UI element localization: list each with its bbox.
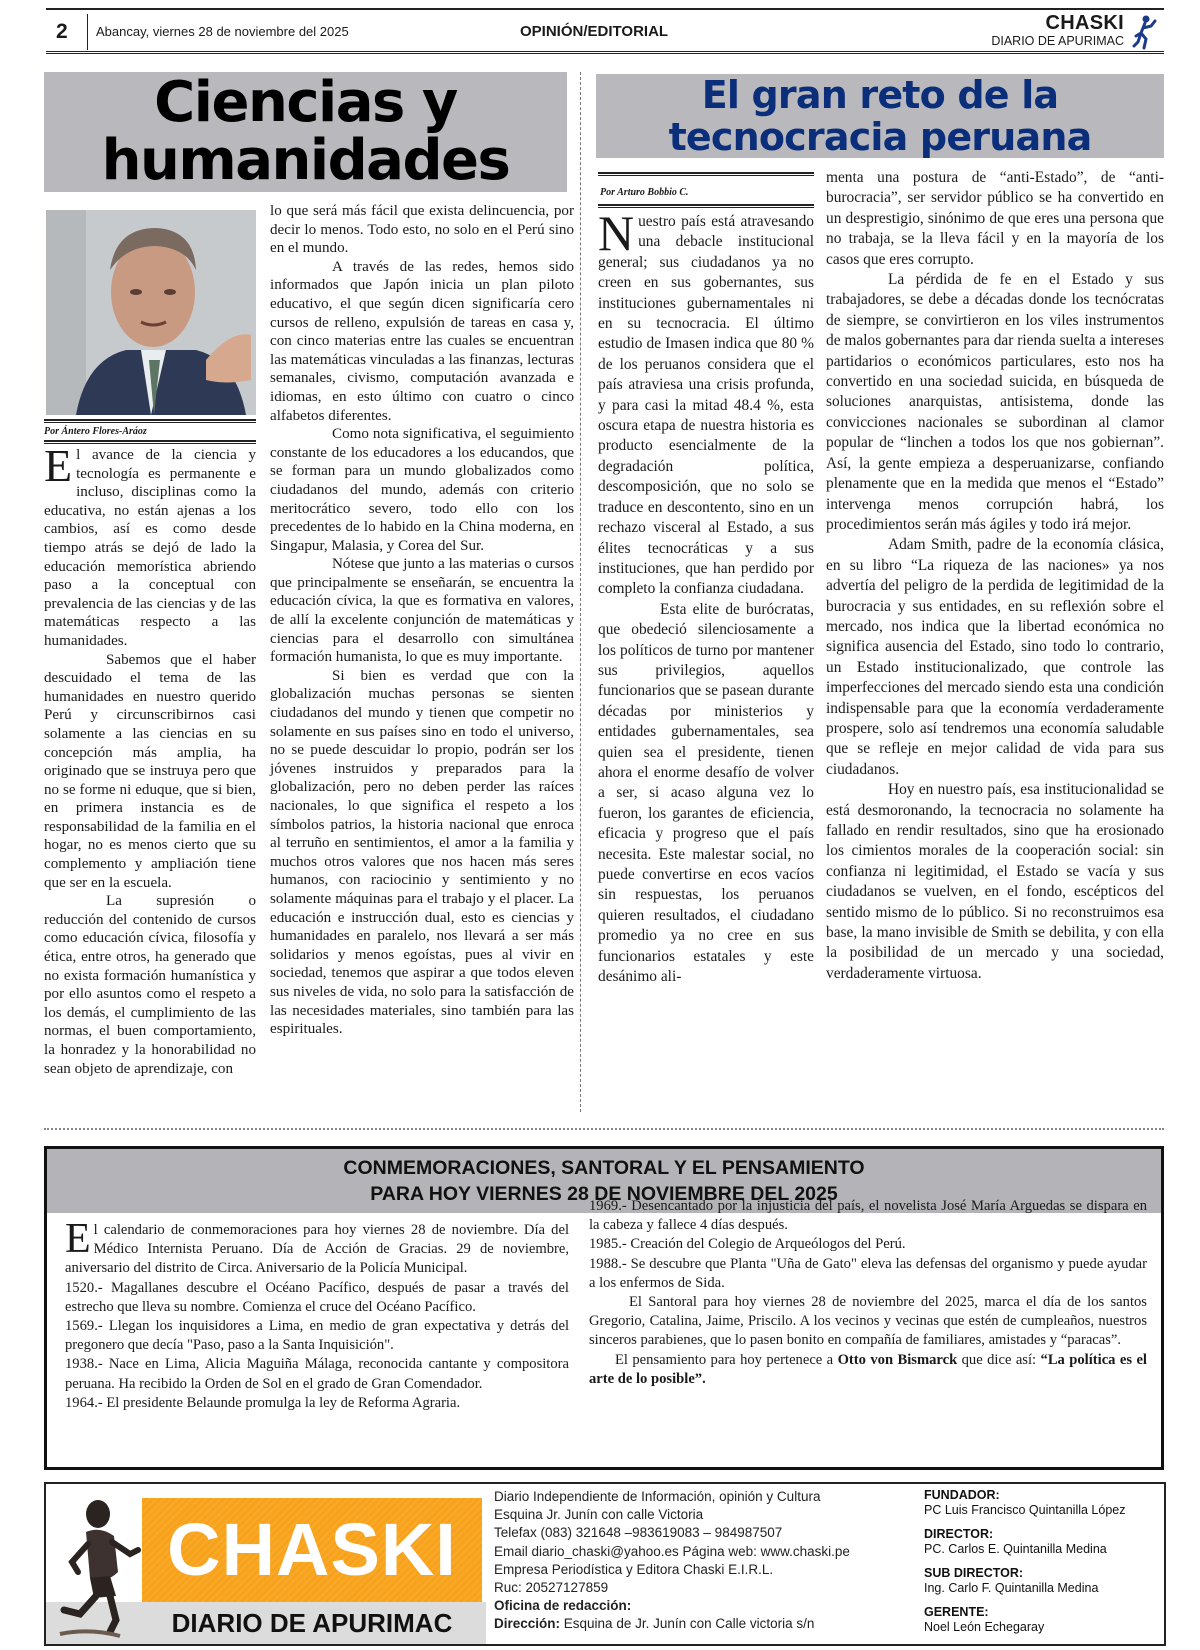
paragraph: menta una postura de “anti-Estado”, de “anti-burocracia”, ser servidor público se ha convertido en un desprestigio, sinónimo de que eres una persona que no trabaja, se la lleva fácil y en la mayoría de los casos que eres corrupto.	[826, 169, 1164, 268]
pensamiento-quote: “La política es el arte de lo posible”.	[589, 1351, 1147, 1387]
paragraph: Sabemos que el haber descuidado el tema de las humanidades en nuestro querido Perú y circunscribirnos casi solamente a las ciencias en su concepción más amplia, ha originado que se instruya pero que no se forme ni eduque, que si bien, en primera instancia es de responsabilidad de la familia en el hogar, no es menos cierto que su complemento y ampliación tiene que ser en la escuela.	[44, 651, 256, 891]
section-divider	[44, 1128, 1164, 1130]
staff-role: FUNDADOR:	[924, 1488, 1000, 1502]
tagline: Diario Independiente de Información, opinión y Cultura	[494, 1489, 821, 1504]
date-line: Abancay, viernes 28 de noviembre del 2025	[96, 24, 349, 39]
page-number: 2	[56, 20, 68, 43]
column-divider	[580, 72, 581, 1112]
paragraph-text: l avance de la ciencia y tecnología es permanente e incluso, disciplinas como la educativa, no están ajenas a los cambios, así es como desde tiempo atrás se dejó de lado la educación memorística abriendo paso a la conceptual con prevalencia de las ciencias y de las matemáticas respecto a las humanidades.	[44, 447, 256, 649]
publisher-footer	[44, 1482, 1166, 1646]
event-1964: 1964.- El presidente Belaunde promulga la ley de Reforma Agraria.	[65, 1394, 461, 1411]
event-1569: 1569.- Llegan los inquisidores a Lima, en medio de gran expectativa y detrás del pregonero que decía "Paso, paso a la Santa Inquisición".	[65, 1318, 569, 1354]
staff-role: GERENTE:	[924, 1605, 989, 1619]
byline-rule-top	[44, 419, 256, 423]
logo-subtitle: DIARIO DE APURIMAC	[171, 1608, 453, 1638]
company: Empresa Periodística y Editora Chaski E.I.R.L.	[494, 1561, 774, 1577]
title-line-1: El gran reto de la	[701, 73, 1059, 117]
brand-subtitle: DIARIO DE APURIMAC	[991, 34, 1124, 48]
dropcap: E	[65, 1216, 91, 1262]
runner-icon	[50, 1492, 144, 1640]
paragraph-text: uestro país está atravesando una debacle institucional general; sus ciudadanos ya no creen en sus gobernantes, sus instituciones gubernamentales ni en su tecnocracia. El último estudio de Imasen indica que 80 % de los peruanos considera que el país atraviesa una crisis profunda, y para casi la mitad 48.4 %, esta oscura etapa de nuestra historia es producto esencialmente de la degradación política, descomposición, que no solo se traduce en descontento, sino en un rechazo visceral al Estado, a sus élites tecnocráticas y a sus instituciones, que han perdido por completo la confianza ciudadana.	[598, 213, 814, 598]
article-left-col-1	[44, 440, 256, 1078]
staff-director	[924, 1527, 1164, 1556]
pensamiento-pre: El pensamiento para hoy pertenece a	[615, 1351, 838, 1368]
brand-name: CHASKI	[1045, 12, 1124, 34]
paragraph: Nótese que junto a las materias o cursos que principalmente se enseñarán, se encuentra la educación cívica, la que es formativa en valores, de allí la excelente conjunción de matemáticas y ciencias para el desarrollo con simultánea formación humanista, lo que es muy importante.	[270, 556, 574, 666]
conmemoraciones-left-col	[65, 1216, 569, 1413]
publisher-info	[494, 1488, 914, 1634]
article-left-title-box	[44, 72, 567, 192]
paragraph: Hoy en nuestro país, esa institucionalidad se está desmoronando, la tecnocracia no solamente ha fallado en rendir resultados, sino que ha erosionado los cimientos morales de la cooperación social: sin confianza ni legitimidad, el Estado se vacía y sus ciudadanos se vuelven, en el fondo, escépticos del sentido mismo de lo público. Si no reconstruimos esa base, la mano invisible de Smith se debilita, y con ella la posibilidad de un mercado y una sociedad, verdaderamente virtuosa.	[826, 781, 1164, 982]
direction	[494, 1615, 914, 1633]
pensamiento-author: Otto von Bismarck	[837, 1351, 958, 1368]
calendar-intro	[65, 1216, 569, 1279]
conmemoraciones-box	[44, 1146, 1164, 1470]
article-right-title	[669, 74, 1092, 158]
byline-rule-bottom	[44, 440, 256, 444]
paragraph: Adam Smith, padre de la economía clásica, en su libro “La riqueza de las naciones» ya nos advertía del peligro de la perdida de legitimidad de la burocracia y sus entidades, en su reflexión sobre el mercado, nos indica que la libertad económica no significa ausencia del Estado, sino todo lo contrario, un Estado institucionalizado, que controle las imperfecciones del mercado siendo esta una condición indispensable para que la economía verdaderamente prospere, solo así tendremos una economía saludable que se refleje en mejor calidad de vida para sus ciudadanos.	[826, 536, 1164, 778]
staff-name: Ing. Carlo F. Quintanilla Medina	[924, 1580, 1099, 1595]
staff-name: PC. Carlos E. Quintanilla Medina	[924, 1541, 1107, 1556]
ruc: Ruc: 20527127859	[494, 1580, 609, 1596]
conmemoraciones-right-col	[589, 1197, 1147, 1389]
portrait-illustration	[46, 210, 256, 415]
title-line-2: humanidades	[101, 128, 510, 193]
byline-rule-top	[598, 172, 814, 176]
event-1988: 1988.- Se descubre que Planta "Uña de Gato" eleva las defensas del organismo y puede ayudar a los enfermos de Sida.	[589, 1255, 1147, 1291]
heading-line-1: CONMEMORACIONES, SANTORAL Y EL PENSAMIENTO	[343, 1157, 865, 1179]
intro-text: l calendario de conmemoraciones para hoy viernes 28 de noviembre. Día del Médico Internista Peruano. Día de Acción de Gracias. 29 de noviembre, aniversario del distrito de Circa. Aniversario de la Policía Municipal.	[65, 1222, 569, 1277]
santoral: El Santoral para hoy viernes 28 de noviembre del 2025, marca el día de los santos Gregorio, Catalina, Jaime, Priscilo. A los vecinos y vecinas que estén de cumpleaños, nuestros sinceros parabienes, que lo pasen bonito en compañía de familiares, amistades y “paracas”.	[589, 1294, 1147, 1349]
event-1985: 1985.- Creación del Colegio de Arqueólogos del Perú.	[589, 1236, 906, 1253]
staff-role: SUB DIRECTOR:	[924, 1566, 1024, 1580]
byline-left: Por Ántero Flores-Aráoz	[44, 426, 147, 437]
pensamiento-mid: que dice así:	[957, 1351, 1041, 1368]
logo-wordmark: CHASKI	[142, 1498, 482, 1602]
dropcap: N	[598, 205, 635, 261]
paragraph: Si bien es verdad que con la globalización muchas personas se sienten ciudadanos del mundo y tienen que competir no solamente en sus países sino en todo el universo, no se puede descuidar lo propio, podrán ser los jóvenes instruidos y preparados para la globalización, pero no deben perder las raíces nacionales, lo que significa el respeto a los símbolos patrios, la historia nacional que enroca al terruño en sentimientos, el amor a la familia y muchos otros valores que nos hacen más seres humanos, con raciocinio y sentimiento y no solamente máquinas para el trabajo y el placer. La educación e instrucción dual, esto es ciencias y humanidades en paralelo, nos llevará a ser más solidarios y menos egoístas, pues al vivir en sociedad, tenemos que aspirar a que todos eleven sus niveles de vida, no solo para la satisfacción de las necesidades materiales, sino también para las espirituales.	[270, 667, 574, 1038]
header-divider	[87, 14, 88, 50]
runner-icon	[1132, 14, 1158, 52]
pensamiento	[589, 1351, 1147, 1389]
article-left-col-2	[270, 202, 574, 1039]
chaski-logo	[46, 1484, 486, 1644]
event-1520: 1520.- Magallanes descubre el Océano Pacífico, después de pasar a través del estrecho que lleva su nombre. Comienza el cruce del Océano Pacífico.	[65, 1279, 569, 1315]
section-label: OPINIÓN/EDITORIAL	[520, 23, 669, 40]
paragraph: A través de las redes, hemos sido informados que Japón inicia un plan piloto educativo, el que según dicen significaría cero cursos de relleno, expulsión de tareas en casa y, con cinco materias entre las cuales se encuentran las matemáticas vinculadas a las finanzas, lecturas semanales, civismo, computación avanzada e idiomas, en esto último con cuatro o cinco alfabetos diferentes.	[270, 258, 574, 424]
staff-fundador	[924, 1488, 1164, 1517]
phone: Telefax (083) 321648 –983619083 – 984987507	[494, 1525, 783, 1541]
email-web: Email diario_chaski@yahoo.es Página web: www.chaski.pe	[494, 1543, 850, 1559]
page-header	[46, 8, 1164, 54]
event-1969: 1969.- Desencantado por la injusticia del país, el novelista José María Arguedas se dispara en la cabeza y fallece 4 días después.	[589, 1198, 1147, 1234]
paragraph	[44, 440, 256, 651]
article-right-col-1	[598, 205, 814, 987]
staff-name: Noel León Echegaray	[924, 1619, 1045, 1634]
event-1938: 1938.- Nace en Lima, Alicia Maguiña Málaga, reconocida cantante y compositora peruana. Ha recibido la Orden de Sol en el grado de Gran Comendador.	[65, 1356, 569, 1392]
byline-right: Por Arturo Bobbio C.	[600, 187, 689, 198]
staff-gerente	[924, 1605, 1164, 1634]
article-left-title	[101, 70, 510, 193]
paragraph: La pérdida de fe en el Estado y sus trabajadores, se debe a décadas donde los tecnócratas de siempre, se convirtieron en los viles instrumentos de malos gobernantes para dar rienda suelta a intereses partidarios o económicos particulares, esto nos ha convertido en una sociedad suicida, en búsqueda de soluciones anarquistas, antisistema, donde las convicciones nacionales se subordinan al clamor popular de “linchen a todos los que nos gobiernan”. Así, la gente empieza a desperuanizarse, confiando plenamente que en la medida que menos el “Estado” intervenga menos corrupción habrá, los procedimientos serán más ágiles y todo irá mejor.	[826, 271, 1164, 533]
paragraph: Esta elite de burócratas, que obedeció silenciosamente a los políticos de turno por mantener sus privilegios, aquellos funcionarios que se pasean durante décadas por ministerios y entidades gubernamentales, sea quien sea el presidente, tienen ahora el enorme desafío de volver a ser, si acaso alguna vez lo fueron, los garantes de eficiencia, eficacia y progreso que el país necesita. Este malestar social, no puede convertirse en ecos vacíos sin respuestas, los peruanos quieren resultados, el ciudadano promedio ya no cree en sus funcionarios estatales y este desánimo ali-	[598, 600, 814, 986]
direction-label: Dirección:	[494, 1616, 561, 1632]
paragraph: Como nota significativa, el seguimiento constante de los educadores a los educandos, que se forman para un mundo globalizados como ciudadanos del mundo, además con criterio meritocrático severo, todo ello con los precedentes de lo habido en la China moderna, en Singapur, Malasia, y Corea del Sur.	[270, 426, 574, 554]
staff-name: PC Luis Francisco Quintanilla López	[924, 1502, 1126, 1517]
title-line-2: tecnocracia peruana	[668, 115, 1092, 159]
paragraph	[598, 205, 814, 600]
article-right-col-2	[826, 168, 1164, 984]
paragraph: La supresión o reducción del contenido de cursos como educación cívica, filosofía y ética, entre otros, ha generado que no exista formación humanística y por ello asuntos como el respeto a los demás, el cumplimiento de las normas, el buen comportamiento, la honradez y la honorabilidad no sean objeto de aprendizaje, con	[44, 893, 256, 1077]
staff-subdirector	[924, 1566, 1164, 1595]
heading-line-2: PARA HOY VIERNES 28 DE NOVIEMBRE DEL 2025	[370, 1183, 838, 1205]
office-label: Oficina de redacción:	[494, 1598, 632, 1614]
author-portrait	[46, 210, 256, 415]
brand-block	[991, 12, 1124, 48]
paragraph: lo que será más fácil que exista delincuencia, por decir lo menos. Todo esto, no solo en el Perú sino en el mundo.	[270, 203, 574, 257]
staff-list	[924, 1488, 1164, 1644]
direction-value: Esquina de Jr. Junín con Calle victoria s/n	[560, 1616, 815, 1632]
title-line-1: Ciencias y	[154, 70, 457, 135]
staff-role: DIRECTOR:	[924, 1527, 994, 1541]
article-right-title-box	[596, 74, 1164, 158]
address: Esquina Jr. Junín con calle Victoria	[494, 1507, 704, 1523]
dropcap: E	[44, 440, 73, 491]
